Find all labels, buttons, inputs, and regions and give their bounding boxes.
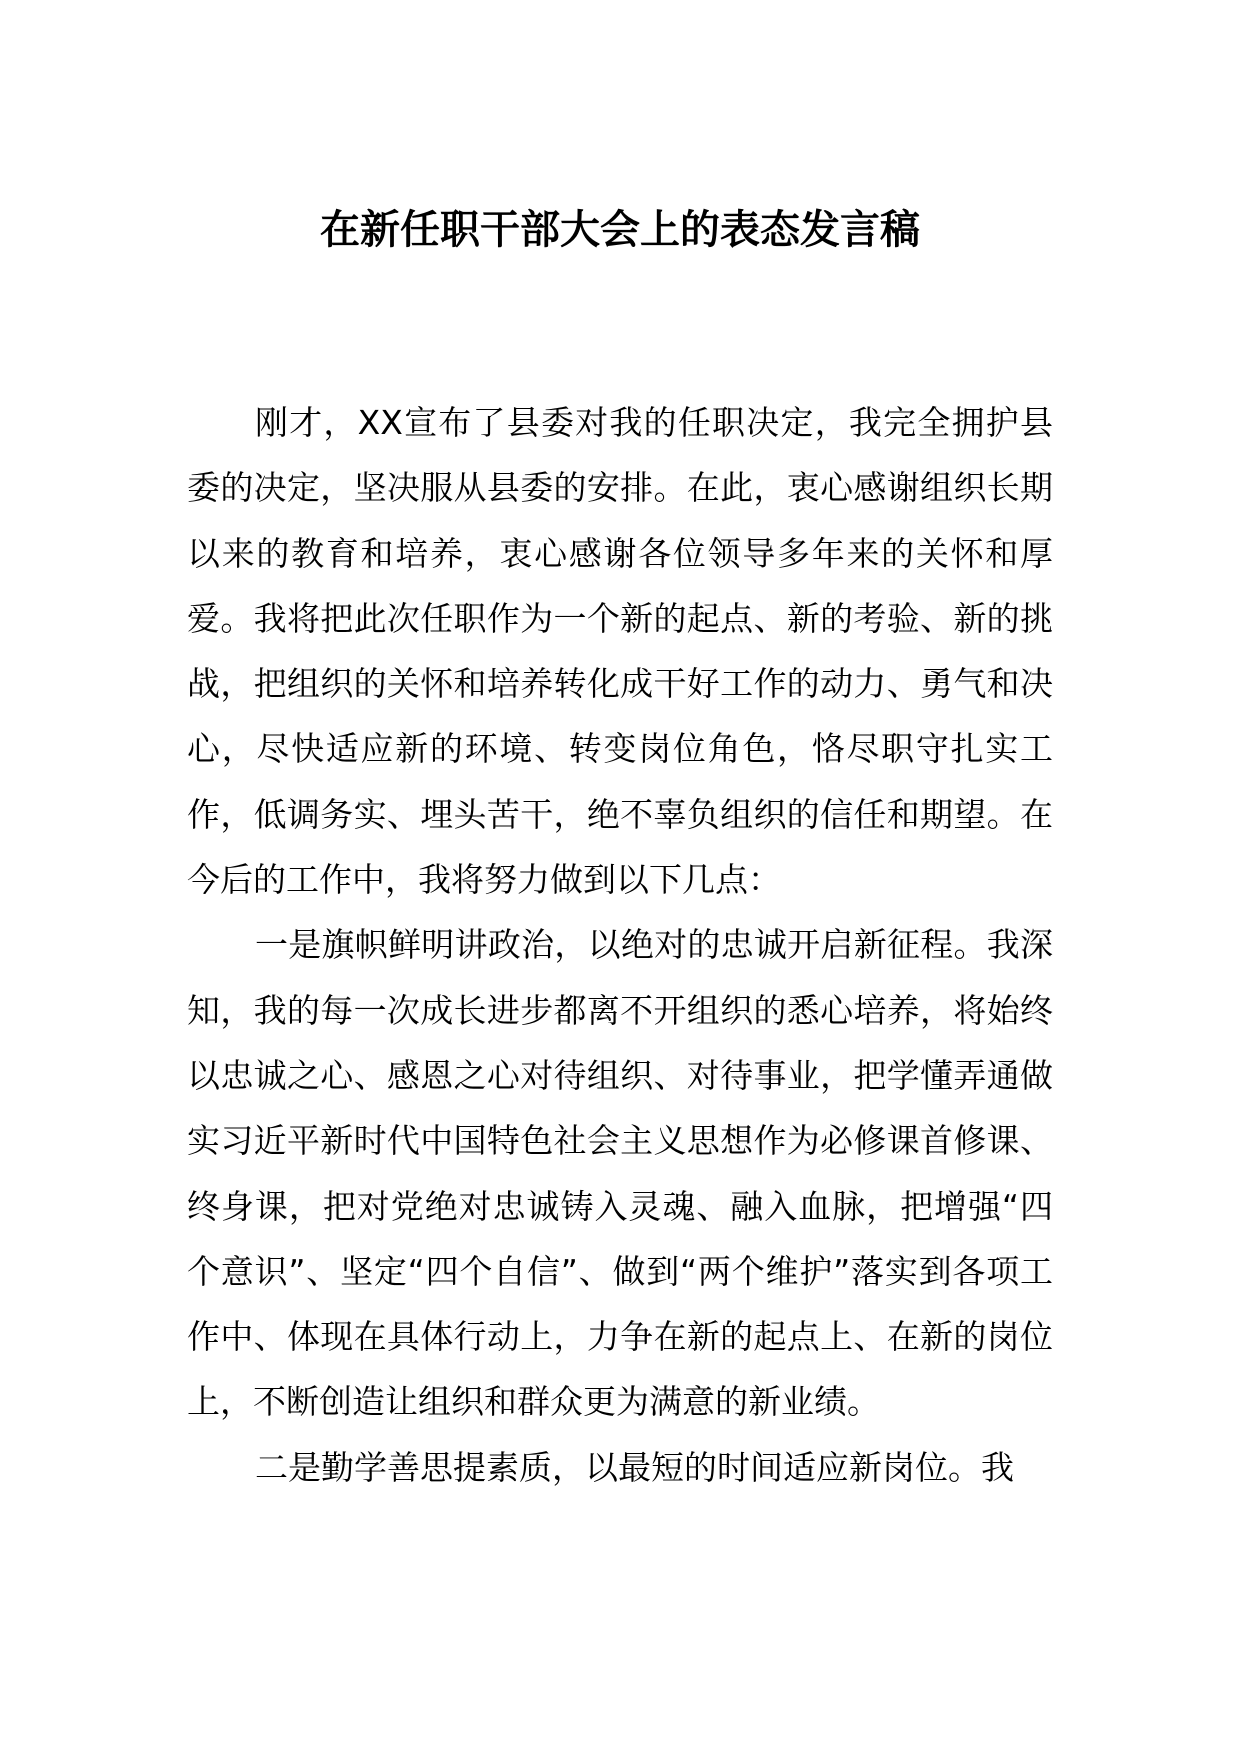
document-title: 在新任职干部大会上的表态发言稿 <box>320 207 920 253</box>
paragraph-intro: 刚才，XX宣布了县委对我的任职决定，我完全拥护县委的决定，坚决服从县委的安排。在此，衷心感谢组织长期以来的教育和培养，衷心感谢各位领导多年来的关怀和厚爱。我将把此次任职作为一个新的起点、新的考验、新的挑战，把组织的关怀和培养转化成干好工作的动力、勇气和决心，尽快适应新的环境、转变岗位角色，恪尽职守扎实工作，低调务实、埋头苦干，绝不辜负组织的信任和期望。在今后的工作中，我将努力做到以下几点： <box>187 403 1053 900</box>
paragraph-point-two: 二是勤学善思提素质，以最短的时间适应新岗位。我 <box>255 1447 1014 1487</box>
document-body <box>187 390 1053 1500</box>
paragraph-point-one: 一是旗帜鲜明讲政治，以绝对的忠诚开启新征程。我深知，我的每一次成长进步都离不开组织的悉心培养，将始终以忠诚之心、感恩之心对待组织、对待事业，把学懂弄通做实习近平新时代中国特色社会主义思想作为必修课首修课、终身课，把对党绝对忠诚铸入灵魂、融入血脉，把增强“四个意识”、坚定“四个自信”、做到“两个维护”落实到各项工作中、体现在具体行动上，力争在新的起点上、在新的岗位上，不断创造让组织和群众更为满意的新业绩。 <box>187 925 1053 1422</box>
